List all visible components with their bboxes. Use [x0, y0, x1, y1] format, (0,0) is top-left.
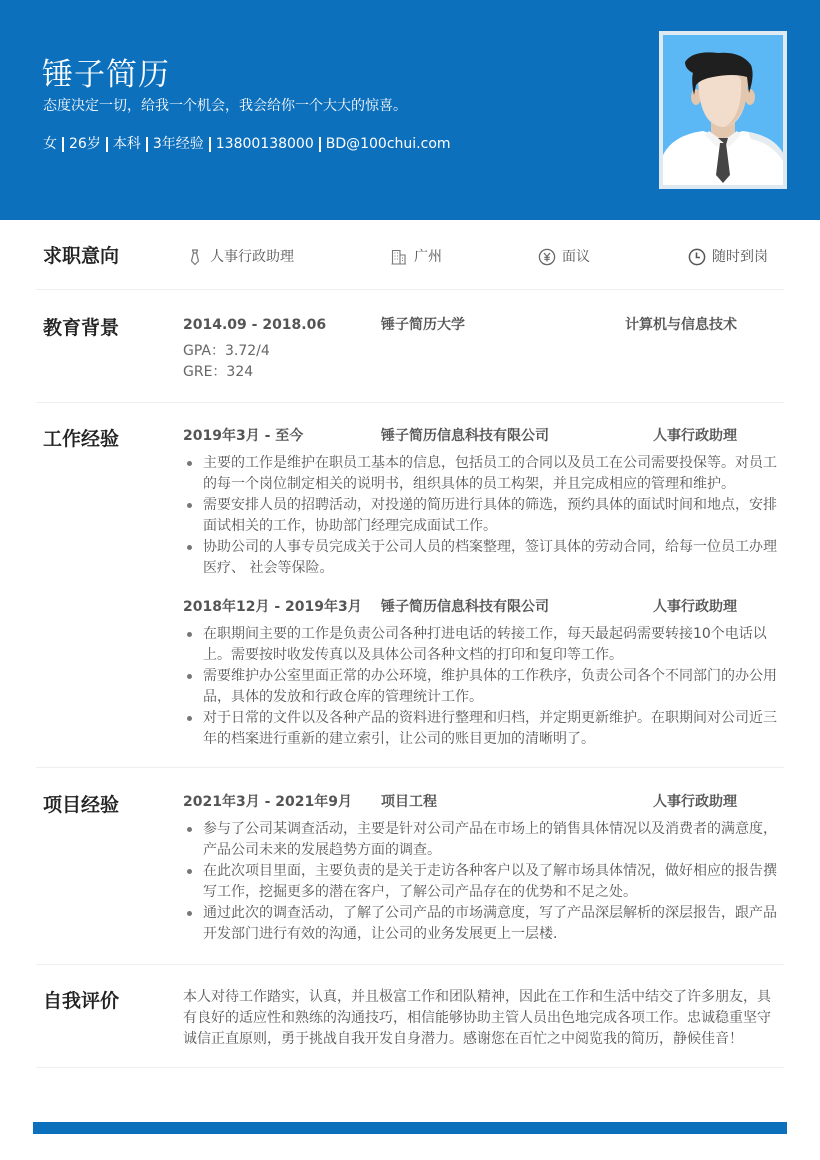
avatar-background — [663, 35, 783, 185]
info-email: BD@100chui.com — [325, 136, 451, 152]
avatar-icon — [663, 35, 783, 185]
self-evaluation-text: 本人对待工作踏实，认真，并且极富工作和团队精神，因此在工作和生活中结交了许多朋友，具有良好的适应性和熟练的沟通技巧，相信能够协助主管人员出色地完成各项工作。忠诚稳重坚守诚信正直原则，勇于挑战自我开发自身潜力。感谢您在百忙之中阅览我的简历，静候佳音！ — [183, 989, 771, 1047]
info-experience: 3年经验 — [152, 136, 204, 152]
intent-position-label: 人事行政助理 — [210, 249, 294, 265]
list-item: 需要安排人员的招聘活动，对投递的简历进行具体的筛选，预约具体的面试时间和地点，安排面试相关的工作，协助部门经理完成面试工作。 — [183, 495, 781, 537]
candidate-name: 锤子简历 — [42, 57, 170, 93]
divider — [146, 137, 148, 152]
info-gender: 女 — [43, 136, 57, 152]
section-title: 自我评价 — [43, 990, 120, 1012]
divider — [106, 137, 108, 152]
intent-city-label: 广州 — [414, 249, 442, 265]
work-duties-list — [183, 624, 781, 750]
resume-header — [0, 0, 820, 220]
footer-accent-bar — [33, 1122, 787, 1134]
education-gpa: GPA：3.72/4 — [183, 343, 270, 359]
intent-city — [390, 247, 442, 267]
intent-availability-label: 随时到岗 — [712, 249, 768, 265]
work-duties-list — [183, 453, 781, 579]
education-major: 计算机与信息技术 — [625, 317, 737, 333]
list-item: 在此次项目里面，主要负责的是关于走访各种客户以及了解市场具体情况，做好相应的报告撰写工作，挖掘更多的潜在客户，了解公司产品存在的优势和不足之处。 — [183, 861, 781, 903]
project-period: 2021年3月 - 2021年9月 — [183, 794, 352, 810]
list-item: 主要的工作是维护在职员工基本的信息，包括员工的合同以及员工在公司需要投保等。对员工的每一个岗位制定相关的说明书，组织具体的员工构架，并且完成相应的管理和维护。 — [183, 453, 781, 495]
tie-icon — [186, 248, 204, 266]
section-work-experience — [36, 403, 784, 768]
work-period: 2018年12月 - 2019年3月 — [183, 599, 362, 615]
work-role: 人事行政助理 — [653, 599, 737, 615]
info-degree: 本科 — [112, 136, 141, 152]
avatar-photo — [659, 31, 787, 189]
info-phone: 13800138000 — [215, 136, 314, 152]
list-item: 需要维护办公室里面正常的办公环境，维护具体的工作秩序，负责公司各个不同部门的办公用品，具体的发放和行政仓库的管理统计工作。 — [183, 666, 781, 708]
info-age: 26岁 — [69, 136, 101, 152]
work-company: 锤子简历信息科技有限公司 — [381, 599, 549, 615]
list-item: 参与了公司某调查活动，主要是针对公司产品在市场上的销售具体情况以及消费者的满意度，产品公司未来的发展趋势方面的调查。 — [183, 819, 781, 861]
intent-position — [186, 247, 294, 267]
project-duties-list — [183, 819, 781, 945]
personal-info — [43, 134, 451, 154]
section-job-intent — [36, 220, 784, 290]
work-period: 2019年3月 - 至今 — [183, 428, 304, 444]
list-item: 对于日常的文件以及各种产品的资料进行整理和归档，并定期更新维护。在职期间对公司近三年的档案进行重新的建立索引，让公司的账目更加的清晰明了。 — [183, 708, 781, 750]
section-title: 求职意向 — [43, 245, 120, 267]
divider — [62, 137, 64, 152]
motto: 态度决定一切，给我一个机会，我会给你一个大大的惊喜。 — [43, 98, 407, 114]
building-icon — [390, 248, 408, 266]
education-gre: GRE：324 — [183, 364, 254, 380]
divider — [209, 137, 211, 152]
section-project-experience — [36, 768, 784, 965]
intent-availability — [688, 247, 768, 267]
work-role: 人事行政助理 — [653, 428, 737, 444]
clock-icon — [688, 248, 706, 266]
section-title: 工作经验 — [43, 428, 120, 450]
list-item: 在职期间主要的工作是负责公司各种打进电话的转接工作，每天最起码需要转接10个电话以上。需要按时收发传真以及具体公司各种文档的打印和复印等工作。 — [183, 624, 781, 666]
project-name: 项目工程 — [381, 794, 437, 810]
section-self-evaluation — [36, 965, 784, 1068]
section-education — [36, 290, 784, 403]
list-item: 通过此次的调查活动，了解了公司产品的市场满意度，写了产品深层解析的深层报告，跟产品开发部门进行有效的沟通，让公司的业务发展更上一层楼. — [183, 903, 781, 945]
education-period: 2014.09 - 2018.06 — [183, 317, 327, 333]
education-school: 锤子简历大学 — [381, 317, 465, 333]
yen-icon — [538, 248, 556, 266]
project-role: 人事行政助理 — [653, 794, 737, 810]
section-title: 项目经验 — [43, 794, 120, 816]
intent-salary — [538, 247, 590, 267]
divider — [319, 137, 321, 152]
work-company: 锤子简历信息科技有限公司 — [381, 428, 549, 444]
list-item: 协助公司的人事专员完成关于公司人员的档案整理，签订具体的劳动合同，给每一位员工办理医疗、 社会等保险。 — [183, 537, 781, 579]
intent-salary-label: 面议 — [562, 249, 590, 265]
section-title: 教育背景 — [43, 317, 120, 339]
